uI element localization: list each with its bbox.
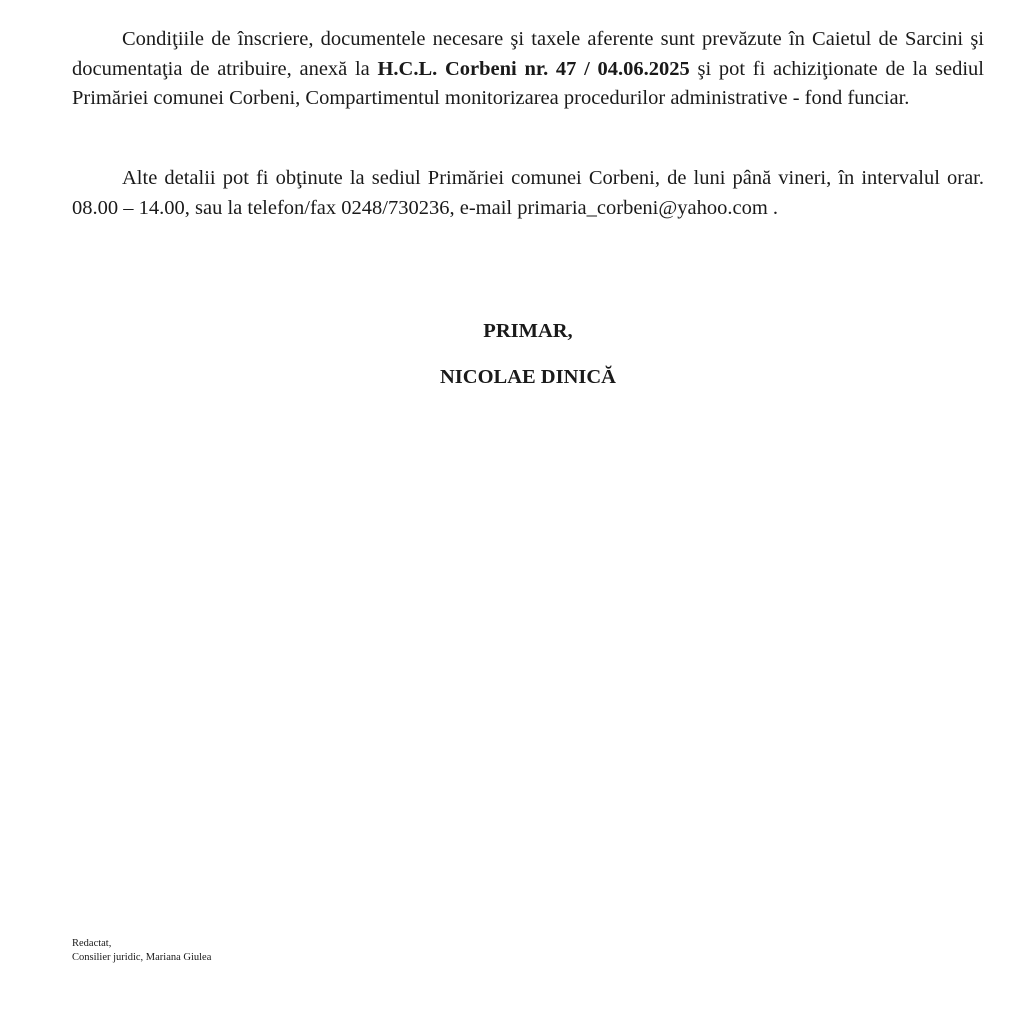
signature-name: NICOLAE DINICĂ — [440, 366, 616, 388]
conditions-text-end: şi pot fi achiziţionate de la sediul Primăriei comunei Corbeni, Compartimentul monitorizarea procedurilor administrative - fond funciar. — [72, 57, 984, 109]
hcl-reference: H.C.L. Corbeni nr. 47 / 04.06.2025 — [377, 57, 690, 80]
signature-title: PRIMAR, — [483, 320, 573, 342]
footer-line-redactat: Redactat, — [72, 938, 112, 949]
footer-line-author: Consilier juridic, Mariana Giulea — [72, 952, 212, 963]
footer-note — [72, 937, 211, 965]
conditions-paragraph — [72, 25, 984, 114]
conditions-text-start: Condiţiile de înscriere, documentele necesare şi taxele aferente sunt prevăzute în Caietul de Sarcini şi documentaţia de atribuire, anexă la — [72, 28, 984, 80]
details-paragraph: Alte detalii pot fi obţinute la sediul Primăriei comunei Corbeni, de luni până vineri, în intervalul orar. 08.00 – 14.00, sau la telefon/fax 0248/730236, e-mail primaria_corbeni@yahoo.com . — [72, 167, 984, 219]
